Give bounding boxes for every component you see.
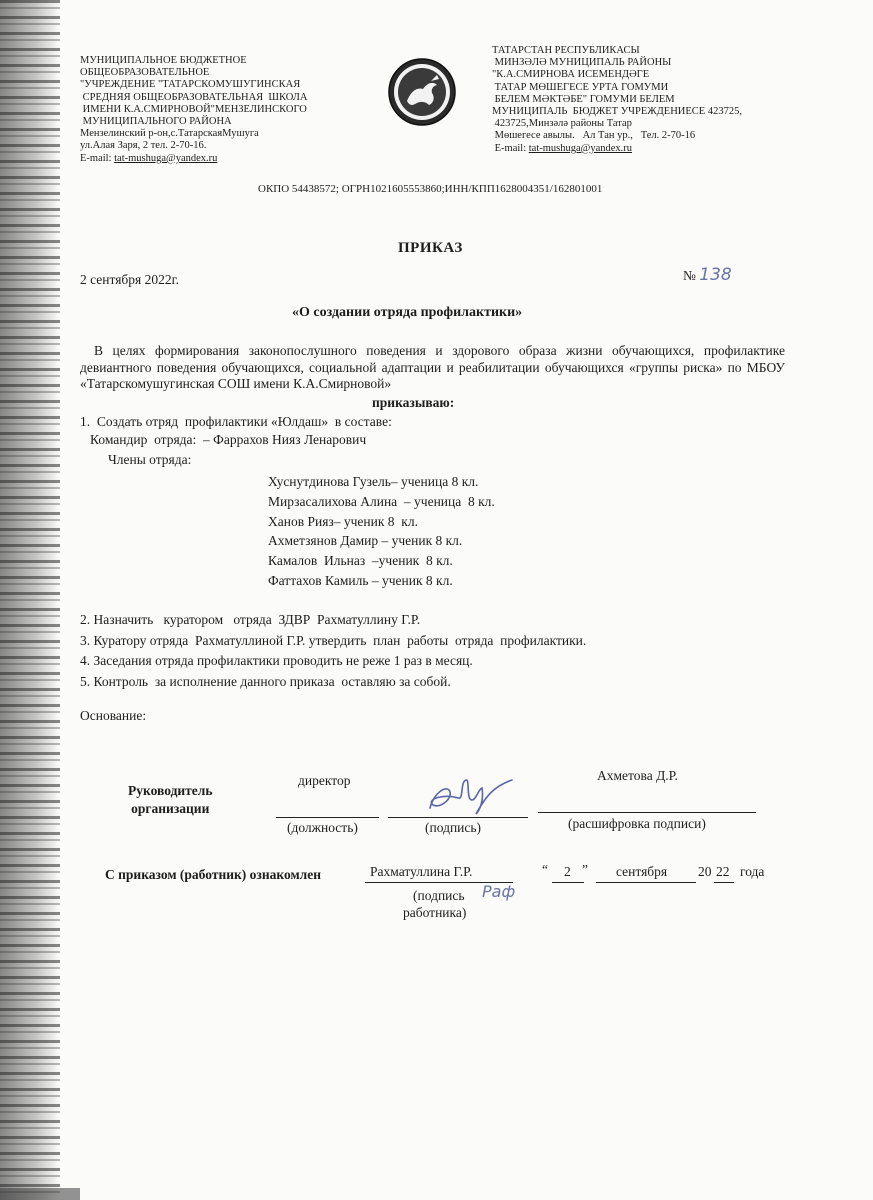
header-right-line: ТАТАРСТАН РЕСПУБЛИКАСЫ xyxy=(492,45,640,56)
header-right-line: Мөшегесе авылы. Ал Тан ур., Тел. 2-70-16 xyxy=(492,130,696,142)
ack-caption xyxy=(403,887,466,921)
date-open-quote: “ xyxy=(542,862,548,877)
header-left-email-row xyxy=(80,153,308,165)
day-underline xyxy=(552,882,584,883)
caption-signature: (подпись) xyxy=(425,820,482,835)
header-left-line: Мензелинский р-он,с.ТатарскаяМушуга xyxy=(80,128,259,140)
members-label: Члены отряда: xyxy=(108,452,192,467)
email-link-right[interactable]: tat-mushuga@yandex.ru xyxy=(528,142,633,154)
header-right-line: БЕЛЕМ МӘКТӘБЕ" ГОМУМИ БЕЛЕМ xyxy=(492,93,675,105)
member-item: Фаттахов Камиль – ученик 8 кл. xyxy=(268,572,453,588)
basis-label: Основание: xyxy=(80,708,147,723)
header-right-line: МИНЗӘЛӘ МУНИЦИПАЛЬ РАЙОНЫ xyxy=(492,57,672,69)
ack-date xyxy=(542,862,548,878)
ack-year-suffix: 22 xyxy=(716,864,730,879)
date-close-quote: ” xyxy=(582,862,588,877)
year-underline xyxy=(714,882,734,883)
head-label-line-1: Руководитель xyxy=(128,783,213,798)
handwritten-number: 138 xyxy=(699,265,732,285)
header-left-line: СРЕДНЯЯ ОБЩЕОБРАЗОВАТЕЛЬНАЯ ШКОЛА xyxy=(80,91,308,103)
ack-caption-line-2: работника) xyxy=(403,905,467,920)
acknowledgement-label: С приказом (работник) ознакомлен xyxy=(105,867,321,882)
signature-underline xyxy=(388,817,528,818)
registry-line: ОКПО 54438572; ОГРН1021605553860;ИНН/КПП1628004351/162801001 xyxy=(258,183,603,195)
ack-month: сентября xyxy=(616,864,668,879)
member-item: Хуснутдинова Гузель– ученица 8 кл. xyxy=(268,474,479,489)
member-item: Мирзасалихова Алина – ученица 8 кл. xyxy=(268,493,495,509)
document-number-row xyxy=(683,265,732,285)
employee-handwritten-signature: Раф xyxy=(482,882,516,901)
position-underline xyxy=(276,817,379,818)
head-label-line-2: организации xyxy=(131,801,210,816)
number-label: № xyxy=(683,268,696,283)
document-date: 2 сентября 2022г. xyxy=(80,272,180,287)
header-right-line: 423725,Минзәлә районы Татар xyxy=(492,118,632,130)
header-left-line: ул.Алая Заря, 2 тел. 2-70-16. xyxy=(80,140,207,152)
tatarstan-emblem-icon xyxy=(387,57,457,127)
month-underline xyxy=(596,882,696,883)
ack-year-word: года xyxy=(740,864,765,879)
position-value: директор xyxy=(298,773,351,788)
header-right xyxy=(492,45,742,155)
header-right-line: "К.А.СМИРНОВА ИСЕМЕНДӘГЕ xyxy=(492,69,650,81)
ack-caption-line-1: (подпись xyxy=(413,888,465,903)
commander-line: Командир отряда: – Фаррахов Нияз Ленарович xyxy=(90,432,367,447)
email-prefix: E-mail: xyxy=(80,152,115,164)
caption-position: (должность) xyxy=(287,820,358,835)
employee-name: Рахматуллина Г.Р. xyxy=(370,864,473,879)
order-subject: «О создании отряда профилактики» xyxy=(292,305,523,320)
ack-year-prefix: 20 xyxy=(698,864,712,879)
header-right-line: ТАТАР МӨШЕГЕСЕ УРТА ГОМУМИ xyxy=(492,81,669,93)
member-item: Ханов Рияз– ученик 8 кл. xyxy=(268,513,418,529)
head-label xyxy=(128,782,213,818)
scan-edge-artifact xyxy=(0,0,60,1200)
members-list xyxy=(268,472,495,591)
scan-corner-artifact xyxy=(0,1188,80,1200)
header-left xyxy=(80,55,308,165)
email-prefix: E-mail: xyxy=(492,142,529,154)
header-left-line: МУНИЦИПАЛЬНОЕ БЮДЖЕТНОЕ xyxy=(80,55,247,66)
ack-day: 2 xyxy=(564,864,571,879)
head-name: Ахметова Д.Р. xyxy=(597,768,678,783)
item-4: 4. Заседания отряда профилактики проводить не реже 1 раз в месяц. xyxy=(80,653,473,668)
item-2: 2. Назначить куратором отряда ЗДВР Рахматуллину Г.Р. xyxy=(80,612,421,627)
member-item: Камалов Ильназ –ученик 8 кл. xyxy=(268,553,453,569)
header-right-email-row xyxy=(492,143,742,155)
preamble-paragraph: В целях формирования законопослушного поведения и здорового образа жизни обучающихся, профилактике девиантного поведения обучающихся, социальной адаптации и реабилитации обучающихся «группы риска» по МБОУ «Татарскомушугинская СОШ имени К.А.Смирновой» xyxy=(80,343,785,391)
items-list xyxy=(80,610,586,692)
director-signature-icon xyxy=(420,770,520,820)
item-3: 3. Куратору отряда Рахматуллиной Г.Р. утвердить план работы отряда профилактики. xyxy=(80,632,587,648)
email-link-left[interactable]: tat-mushuga@yandex.ru xyxy=(114,152,218,164)
caption-decoding: (расшифровка подписи) xyxy=(568,816,706,831)
header-left-line: ИМЕНИ К.А.СМИРНОВОЙ"МЕНЗЕЛИНСКОГО xyxy=(80,103,307,115)
header-right-line: МУНИЦИПАЛЬ БЮДЖЕТ УЧРЕЖДЕНИЕСЕ 423725, xyxy=(492,106,742,118)
header-left-line: "УЧРЕЖДЕНИЕ "ТАТАРСКОМУШУГИНСКАЯ xyxy=(80,79,301,91)
document-title: ПРИКАЗ xyxy=(398,240,463,256)
item-1: 1. Создать отряд профилактики «Юлдаш» в составе: xyxy=(80,414,392,429)
header-left-line: ОБЩЕОБРАЗОВАТЕЛЬНОЕ xyxy=(80,67,210,79)
decoding-underline xyxy=(538,812,756,813)
header-left-line: МУНИЦИПАЛЬНОГО РАЙОНА xyxy=(80,116,232,128)
member-item: Ахметзянов Дамир – ученик 8 кл. xyxy=(268,533,463,549)
item-5: 5. Контроль за исполнение данного приказа оставляю за собой. xyxy=(80,673,451,689)
order-word: приказываю: xyxy=(372,395,455,410)
